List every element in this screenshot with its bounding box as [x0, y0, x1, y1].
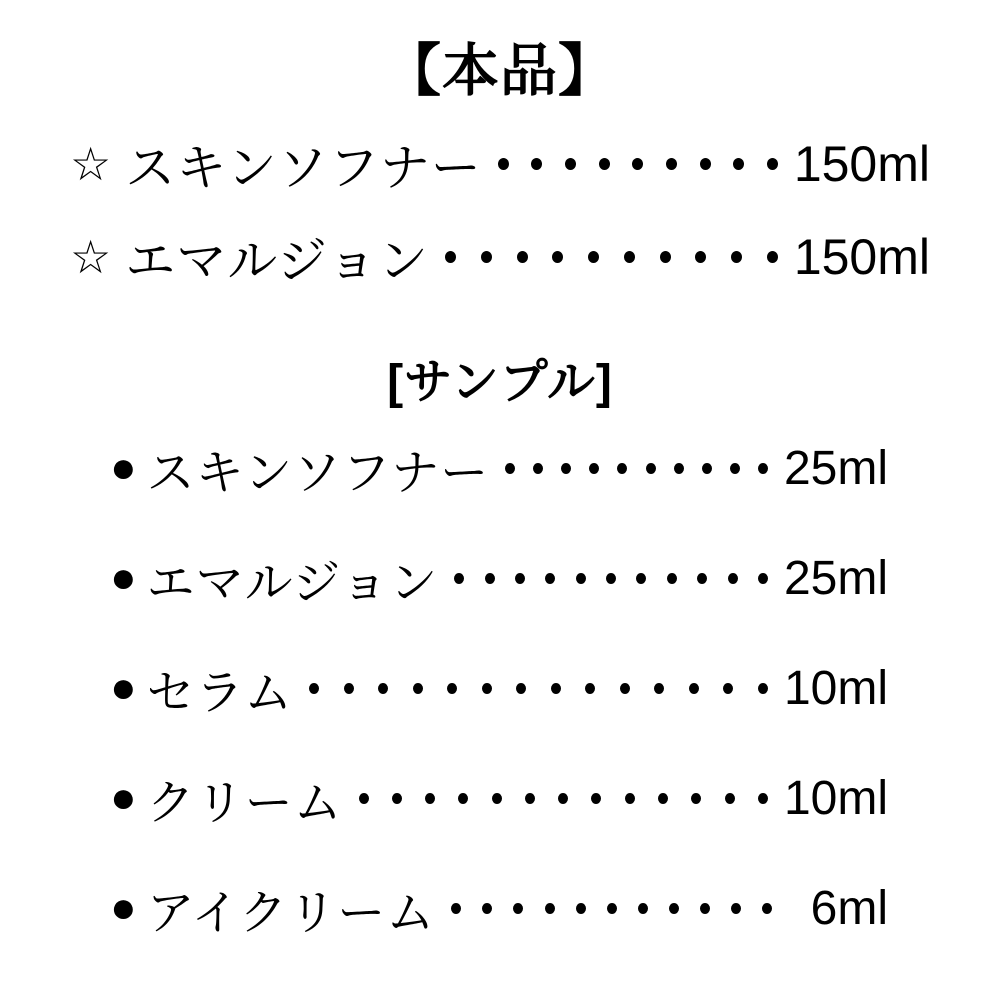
- leader-dot: [344, 683, 354, 694]
- leader-dot: [485, 573, 495, 584]
- leader-dot: [607, 903, 617, 914]
- item-row: [110, 743, 888, 853]
- leader-dot: [481, 251, 492, 263]
- leader-dot: [723, 683, 733, 694]
- item-volume: 10ml: [783, 661, 888, 715]
- leader-dot: [533, 463, 543, 474]
- leader-dot: [702, 463, 712, 474]
- dot-leader: [435, 903, 788, 914]
- leader-dot: [667, 573, 677, 584]
- leader-dot: [545, 573, 555, 584]
- leader-dot: [700, 158, 711, 170]
- item-volume: 6ml: [810, 881, 888, 935]
- leader-dot: [591, 793, 601, 804]
- leader-dot: [767, 158, 778, 170]
- dot-leader: [438, 573, 784, 584]
- leader-dot: [447, 683, 457, 694]
- item-row: [110, 853, 888, 963]
- filled-circle-icon: ●: [110, 883, 137, 933]
- leader-dot: [551, 683, 561, 694]
- item-label: セラム: [146, 666, 294, 720]
- leader-dot: [482, 903, 492, 914]
- main-section-title: 【本品】: [384, 39, 616, 103]
- leader-dot: [517, 251, 528, 263]
- leader-dot: [454, 573, 464, 584]
- leader-dot: [620, 683, 630, 694]
- leader-dot: [730, 463, 740, 474]
- leader-dot: [669, 903, 679, 914]
- leader-dot: [585, 683, 595, 694]
- item-volume: 150ml: [793, 228, 930, 285]
- leader-dot: [636, 573, 646, 584]
- leader-dot: [516, 683, 526, 694]
- leader-dot: [545, 903, 555, 914]
- leader-dot: [617, 463, 627, 474]
- leader-dot: [638, 903, 648, 914]
- item-volume: 150ml: [793, 135, 930, 192]
- item-row: [110, 633, 888, 743]
- leader-dot: [445, 251, 456, 263]
- leader-dot: [632, 158, 643, 170]
- leader-dot: [425, 793, 435, 804]
- leader-dot: [625, 793, 635, 804]
- leader-dot: [515, 573, 525, 584]
- leader-dot: [576, 573, 586, 584]
- sample-section-title: [サンプル]: [387, 356, 613, 410]
- item-row: [70, 117, 930, 210]
- leader-dot: [758, 793, 768, 804]
- item-label: クリーム: [146, 776, 343, 830]
- leader-dot: [392, 793, 402, 804]
- filled-circle-icon: ●: [110, 443, 137, 493]
- item-label: エマルジョン: [146, 556, 439, 610]
- leader-dot: [589, 463, 599, 474]
- item-volume: 10ml: [783, 771, 888, 825]
- sample-items-list: [110, 413, 888, 963]
- leader-dot: [767, 251, 778, 263]
- leader-dot: [697, 573, 707, 584]
- leader-dot: [359, 793, 369, 804]
- item-label: エマルジョン: [125, 232, 429, 289]
- item-label: スキンソフナー: [146, 446, 490, 500]
- leader-dot: [558, 793, 568, 804]
- leader-dot: [695, 251, 706, 263]
- leader-dot: [728, 573, 738, 584]
- leader-dot: [691, 793, 701, 804]
- dot-leader: [293, 683, 784, 694]
- filled-circle-icon: ●: [110, 553, 137, 603]
- leader-dot: [561, 463, 571, 474]
- leader-dot: [505, 463, 515, 474]
- leader-dot: [599, 158, 610, 170]
- leader-dot: [513, 903, 523, 914]
- leader-dot: [413, 683, 423, 694]
- leader-dot: [378, 683, 388, 694]
- filled-circle-icon: ●: [110, 663, 137, 713]
- dot-leader: [343, 793, 784, 804]
- leader-dot: [552, 251, 563, 263]
- white-star-icon: ☆: [70, 137, 112, 190]
- leader-dot: [674, 463, 684, 474]
- filled-circle-icon: ●: [110, 773, 137, 823]
- leader-dot: [660, 251, 671, 263]
- item-volume: 25ml: [783, 441, 888, 495]
- leader-dot: [565, 158, 576, 170]
- leader-dot: [482, 683, 492, 694]
- leader-dot: [624, 251, 635, 263]
- leader-dot: [758, 463, 768, 474]
- white-star-icon: ☆: [70, 230, 112, 283]
- leader-dot: [606, 573, 616, 584]
- leader-dot: [689, 683, 699, 694]
- dot-leader: [489, 463, 784, 474]
- leader-dot: [576, 903, 586, 914]
- leader-dot: [725, 793, 735, 804]
- main-items-list: [70, 117, 930, 303]
- item-row: [110, 523, 888, 633]
- leader-dot: [762, 903, 772, 914]
- leader-dot: [654, 683, 664, 694]
- item-label: スキンソフナー: [125, 139, 482, 196]
- leader-dot: [531, 158, 542, 170]
- dot-leader: [429, 251, 794, 263]
- leader-dot: [525, 793, 535, 804]
- leader-dot: [758, 683, 768, 694]
- leader-dot: [731, 903, 741, 914]
- item-row: [70, 210, 930, 303]
- leader-dot: [498, 158, 509, 170]
- leader-dot: [588, 251, 599, 263]
- leader-dot: [733, 158, 744, 170]
- item-label: アイクリーム: [146, 886, 436, 940]
- leader-dot: [492, 793, 502, 804]
- leader-dot: [451, 903, 461, 914]
- leader-dot: [700, 903, 710, 914]
- dot-leader: [482, 158, 794, 170]
- leader-dot: [309, 683, 319, 694]
- item-volume: 25ml: [783, 551, 888, 605]
- leader-dot: [646, 463, 656, 474]
- leader-dot: [458, 793, 468, 804]
- leader-dot: [658, 793, 668, 804]
- leader-dot: [666, 158, 677, 170]
- leader-dot: [731, 251, 742, 263]
- leader-dot: [758, 573, 768, 584]
- item-row: [110, 413, 888, 523]
